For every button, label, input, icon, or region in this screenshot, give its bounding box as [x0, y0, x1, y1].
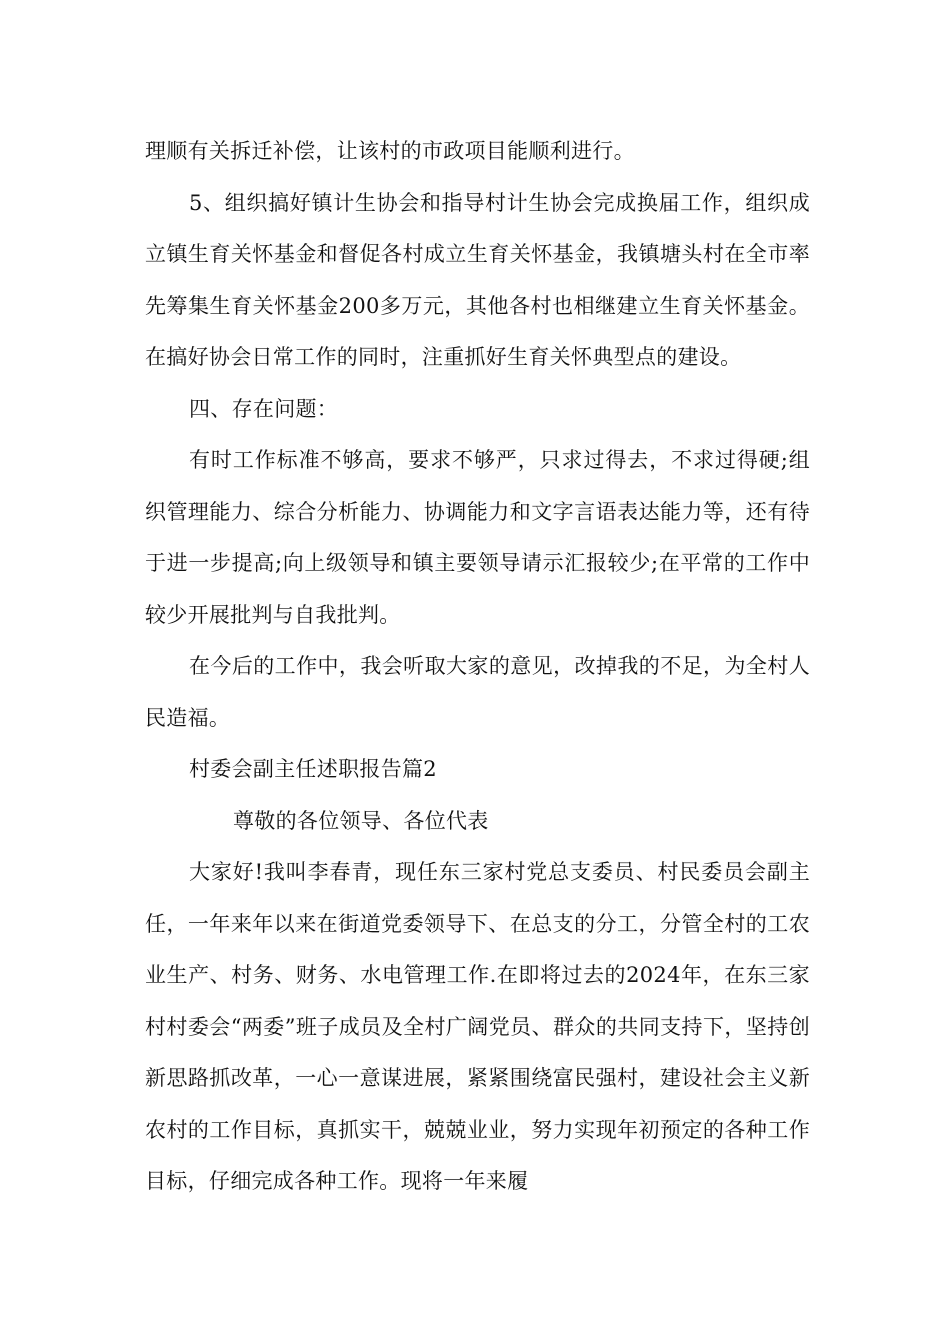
section-heading-problems: 四、存在问题： — [189, 396, 339, 421]
paragraph-future-work: 在今后的工作中，我会听取大家的意见，改掉我的不足，为全村人民造福。 — [145, 654, 810, 730]
document-body — [145, 126, 810, 1208]
paragraph-continuation: 理顺有关拆迁补偿，让该村的市政项目能顺利进行。 — [145, 139, 635, 163]
paragraph-problems: 有时工作标准不够高，要求不够严，只求过得去，不求过得硬;组织管理能力、综合分析能力、协调能力和文字言语表达能力等，还有待于进一步提高;向上级领导和镇主要领导请示汇报较少;在平常的工作中较少开展批判与自我批判。 — [145, 448, 810, 627]
paragraph-item-5: 5、组织搞好镇计生协会和指导村计生协会完成换届工作，组织成立镇生育关怀基金和督促各村成立生育关怀基金，我镇塘头村在全市率先筹集生育关怀基金200多万元，其他各村也相继建立生育关怀基金。在搞好协会日常工作的同时，注重抓好生育关怀典型点的建设。 — [145, 190, 810, 369]
paragraph-introduction: 大家好!我叫李春青，现任东三家村党总支委员、村民委员会副主任，一年来年以来在街道党委领导下、在总支的分工，分管全村的工农业生产、村务、财务、水电管理工作.在即将过去的2024年，在东三家村村委会“两委”班子成员及全村广阔党员、群众的共同支持下，坚持创新思路抓改革，一心一意谋进展，紧紧围绕富民强村，建设社会主义新农村的工作目标，真抓实干，兢兢业业，努力实现年初预定的各种工作目标，仔细完成各种工作。现将一年来履 — [145, 860, 810, 1193]
report-title: 村委会副主任述职报告篇2 — [189, 757, 437, 781]
salutation: 尊敬的各位领导、各位代表 — [233, 808, 489, 833]
